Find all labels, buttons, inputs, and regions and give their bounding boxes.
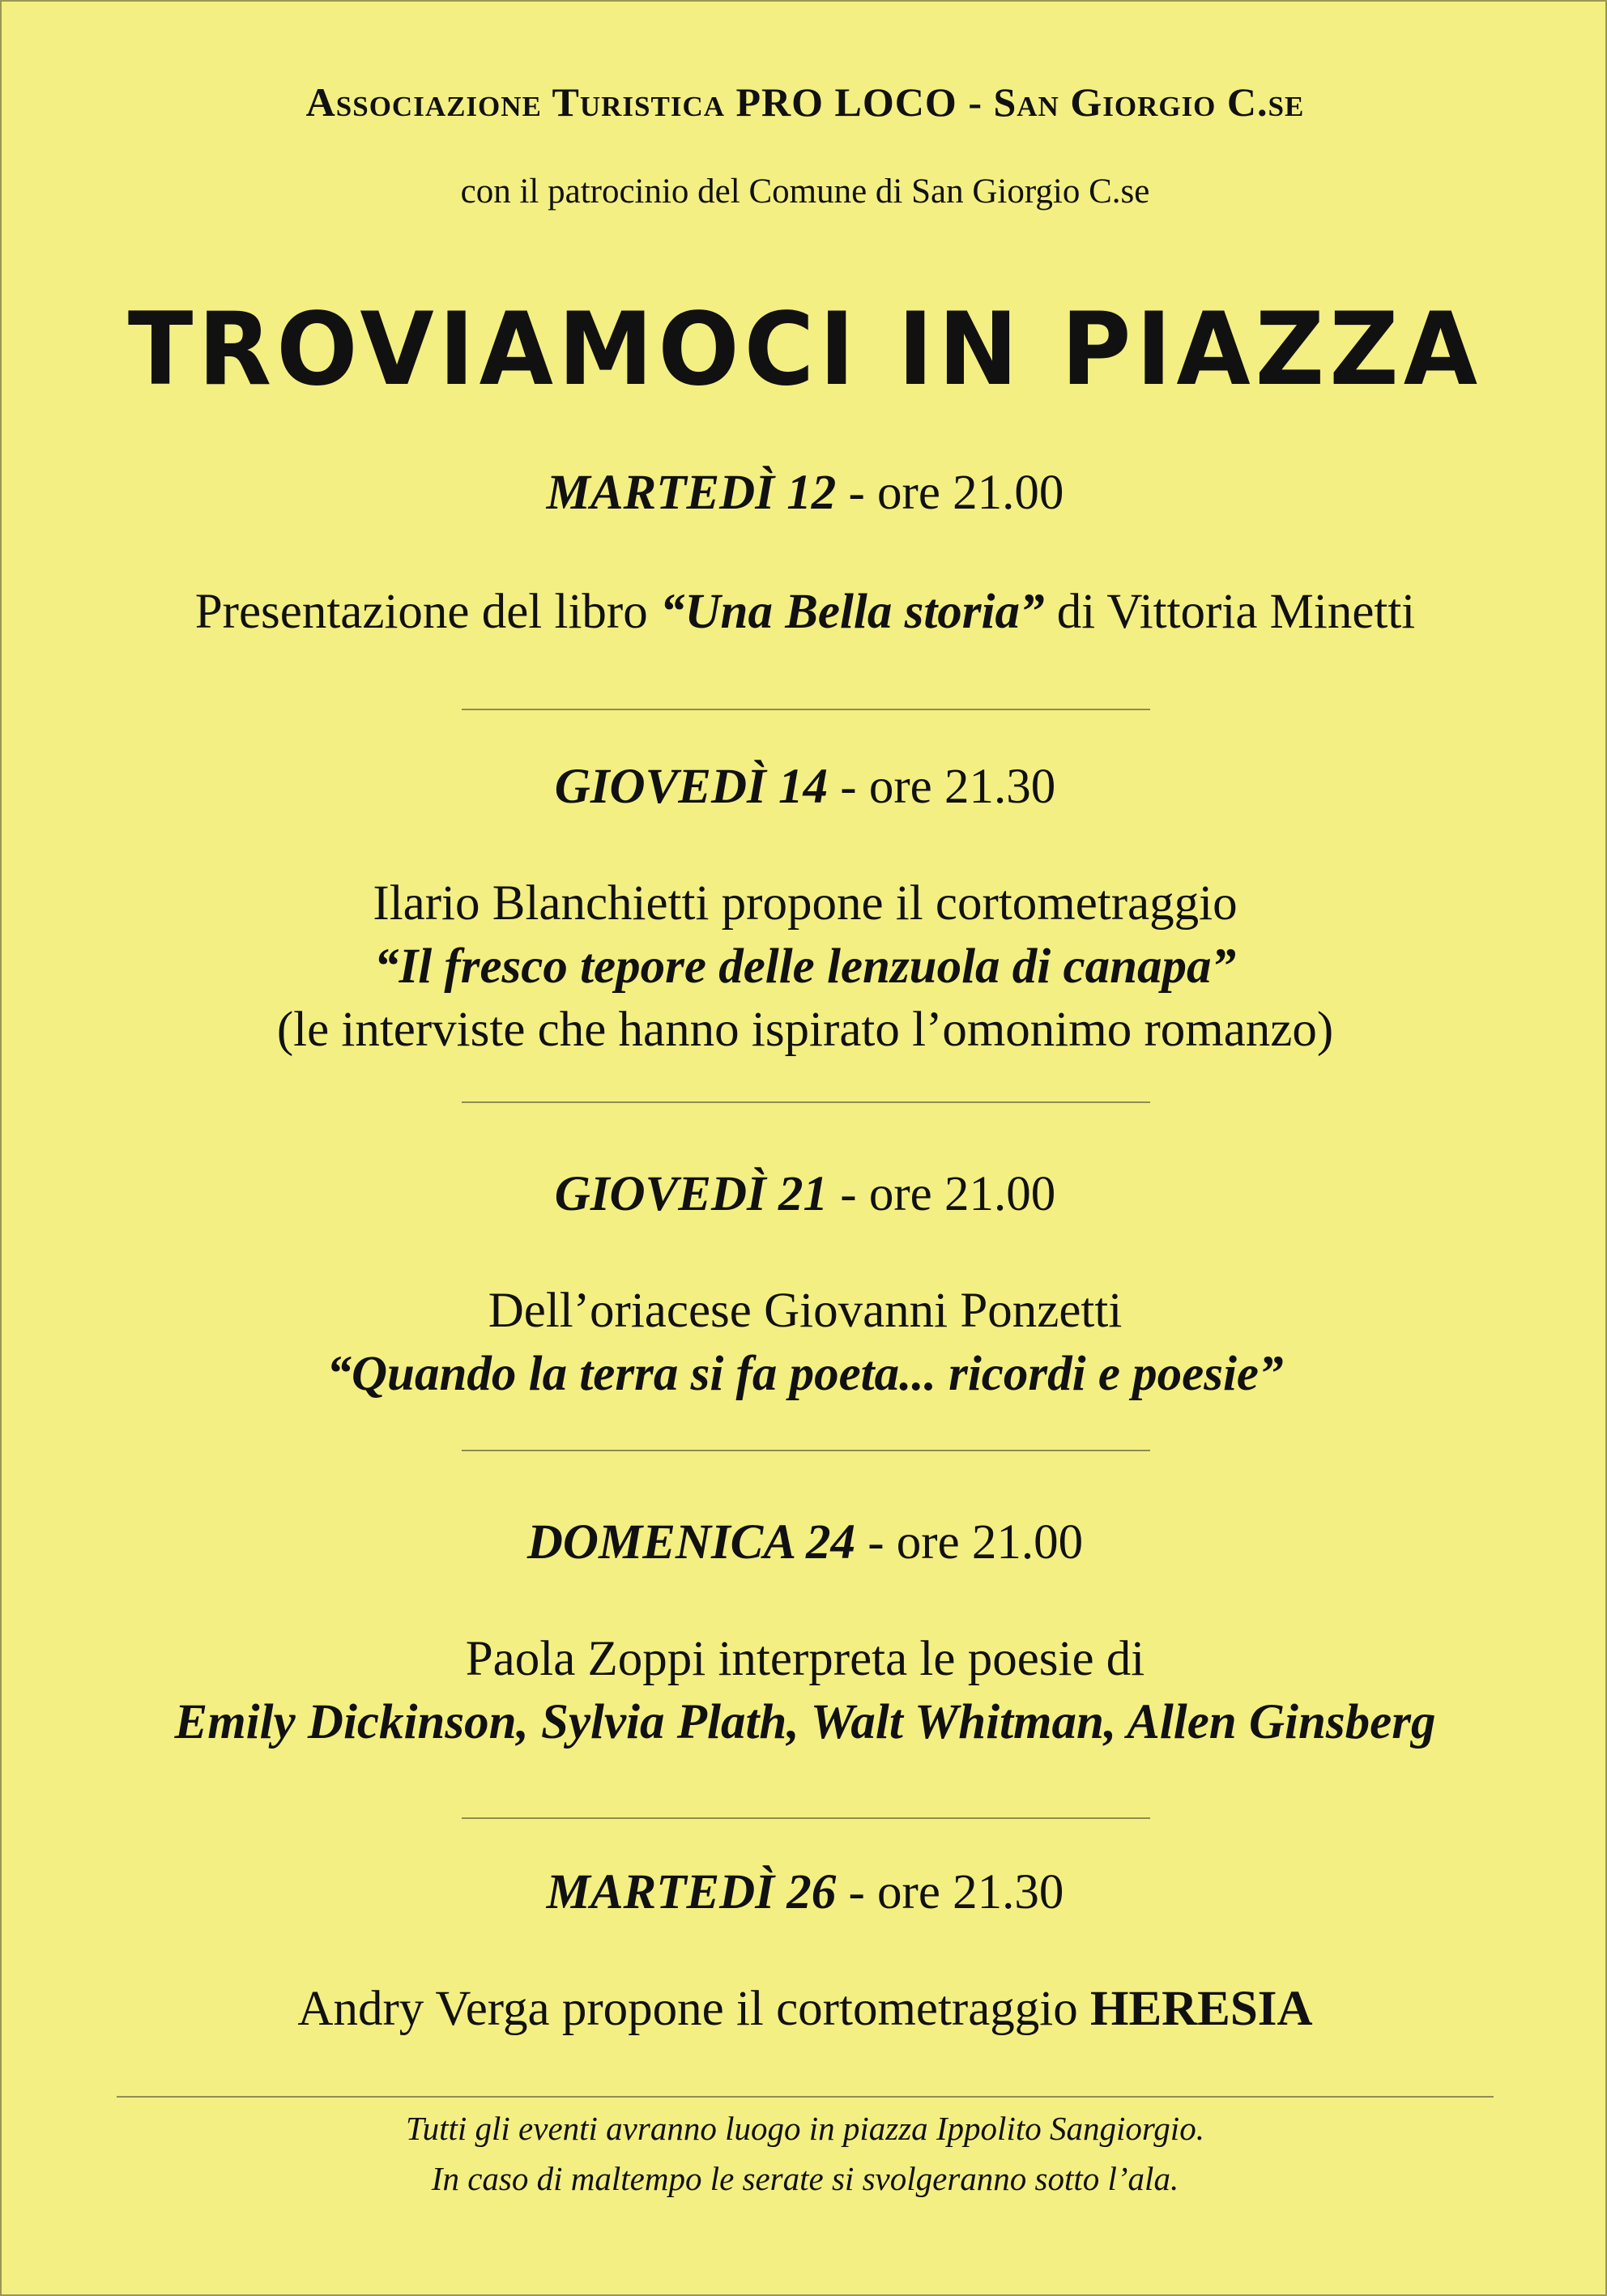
divider <box>462 1450 1150 1451</box>
event-date-5 <box>2 1864 1607 1921</box>
event-time: - ore 21.00 <box>828 1167 1056 1221</box>
footer-line: In caso di maltempo le serate si svolgeranno sotto l’ala. <box>431 2160 1179 2197</box>
event-description-4 <box>2 1628 1607 1754</box>
organization-separator: - <box>968 79 983 125</box>
event-day: GIOVEDÌ 14 <box>554 760 829 814</box>
organization-heading <box>2 79 1607 126</box>
event-day: GIOVEDÌ 21 <box>554 1167 829 1221</box>
event-date-3 <box>2 1166 1607 1223</box>
event-text: Andry Verga propone il cortometraggio <box>297 1982 1090 2036</box>
footer-line: Tutti gli eventi avranno luogo in piazza Ippolito Sangiorgio. <box>406 2110 1204 2147</box>
event-time: - ore 21.00 <box>855 1515 1084 1570</box>
event-day: MARTEDÌ 12 <box>546 466 837 520</box>
footer-note <box>2 2103 1607 2204</box>
divider <box>462 1101 1150 1103</box>
event-day: MARTEDÌ 26 <box>546 1865 837 1919</box>
organization-place: San Giorgio C.se <box>993 79 1305 125</box>
work-title: “Quando la terra si fa poeta... ricordi e poesie” <box>326 1347 1284 1401</box>
event-description-5 <box>2 1978 1607 2041</box>
patronage-line: con il patrocinio del Comune di San Giorgio C.se <box>460 173 1150 211</box>
event-text: Presentazione del libro <box>194 585 660 639</box>
divider <box>462 1817 1150 1819</box>
event-day: DOMENICA 24 <box>526 1515 855 1570</box>
event-text: Paola Zoppi interpreta le poesie di <box>465 1632 1145 1686</box>
organization-name: PRO LOCO <box>735 79 957 125</box>
event-text: di Vittoria Minetti <box>1044 585 1416 639</box>
event-time: - ore 21.30 <box>836 1865 1064 1919</box>
organization-prefix: Associazione Turistica <box>305 79 726 125</box>
poets-list: Emily Dickinson, Sylvia Plath, Walt Whitman, Allen Ginsberg <box>174 1695 1436 1749</box>
event-date-1 <box>2 465 1607 522</box>
event-description-3 <box>2 1280 1607 1406</box>
event-date-4 <box>2 1514 1607 1571</box>
event-text: Ilario Blanchietti propone il cortometraggio <box>373 876 1238 931</box>
book-title: “Una Bella storia” <box>659 585 1045 639</box>
event-date-2 <box>2 759 1607 816</box>
event-note: (le interviste che hanno ispirato l’omonimo romanzo) <box>276 1003 1334 1057</box>
event-time: - ore 21.00 <box>836 466 1064 520</box>
event-description-1 <box>2 581 1607 644</box>
footer-divider <box>117 2096 1494 2098</box>
event-description-2 <box>2 872 1607 1062</box>
film-title: “Il fresco tepore delle lenzuola di canapa” <box>373 939 1236 994</box>
event-time: - ore 21.30 <box>828 760 1056 814</box>
event-text: Dell’oriacese Giovanni Ponzetti <box>488 1284 1123 1338</box>
film-title: HERESIA <box>1090 1982 1313 2036</box>
poster-title: TROVIAMOCI IN PIAZZA <box>127 290 1483 408</box>
divider <box>462 709 1150 710</box>
